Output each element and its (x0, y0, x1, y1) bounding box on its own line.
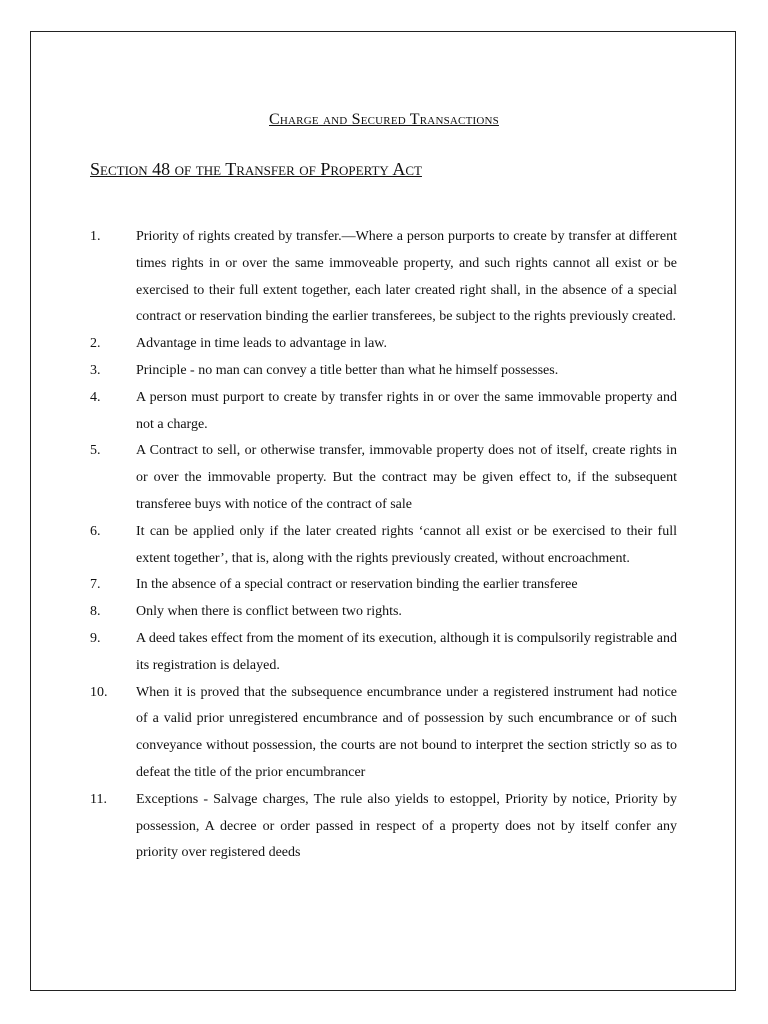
points-list (90, 224, 677, 867)
document-title: Charge and Secured Transactions (269, 111, 499, 128)
list-item-text: Principle - no man can convey a title better than what he himself possesses. (136, 362, 559, 378)
list-item-number: 3. (90, 362, 101, 378)
list-item (90, 787, 677, 867)
list-item-text: It can be applied only if the later created rights ‘cannot all exist or be exercised to their full extent together’, that is, along with the rights previously created, without encroachment. (136, 523, 677, 566)
list-item-number: 1. (90, 229, 101, 244)
list-item (90, 358, 677, 385)
list-item-number: 6. (90, 523, 101, 539)
list-item-text: A person must purport to create by transfer rights in or over the same immovable property and not a charge. (136, 389, 677, 432)
list-item-number: 9. (90, 630, 101, 646)
list-item (90, 331, 677, 358)
list-item (90, 626, 677, 680)
list-item-text: Only when there is conflict between two rights. (136, 604, 402, 620)
list-item (90, 438, 677, 518)
list-item-text: Exceptions - Salvage charges, The rule also yields to estoppel, Priority by notice, Priority by possession, A decree or order passed in respect of a property does not by itself confer any priority over registered deeds (136, 791, 677, 861)
section-heading: Section 48 of the Transfer of Property Act (90, 159, 422, 179)
list-item-text: Advantage in time leads to advantage in law. (136, 336, 388, 352)
list-item (90, 599, 677, 626)
list-item-number: 8. (90, 604, 101, 620)
list-item-text: Priority of rights created by transfer.—Where a person purports to create by transfer at different times rights in or over the same immoveable property, and such rights cannot all exist or be exercised to their full extent together, each later created right shall, in the absence of a special contract or reservation binding the earlier transferees, be subject to the rights previously created. (136, 229, 677, 325)
list-item (90, 224, 677, 331)
list-item (90, 385, 677, 439)
list-item-text: A Contract to sell, or otherwise transfer, immovable property does not of itself, create rights in or over the immovable property. But the contract may be given effect to, if the subsequent transferee buys with notice of the contract of sale (136, 443, 677, 512)
list-item (90, 519, 677, 573)
list-item (90, 572, 677, 599)
list-item-number: 11. (90, 791, 107, 807)
list-item-number: 7. (90, 577, 101, 593)
list-item-text: In the absence of a special contract or reservation binding the earlier transferee (136, 577, 578, 593)
list-item-number: 4. (90, 389, 101, 405)
list-item (90, 680, 677, 787)
list-item-number: 2. (90, 336, 101, 352)
list-item-number: 10. (90, 684, 108, 700)
list-item-text: When it is proved that the subsequence encumbrance under a registered instrument had notice of a valid prior unregistered encumbrance and of possession by such encumbrance or of such conveyance without possession, the courts are not bound to interpret the section strictly so as to defeat the title of the prior encumbrancer (136, 684, 677, 780)
list-item-text: A deed takes effect from the moment of its execution, although it is compulsorily registrable and its registration is delayed. (136, 630, 677, 673)
list-item-number: 5. (90, 443, 101, 459)
